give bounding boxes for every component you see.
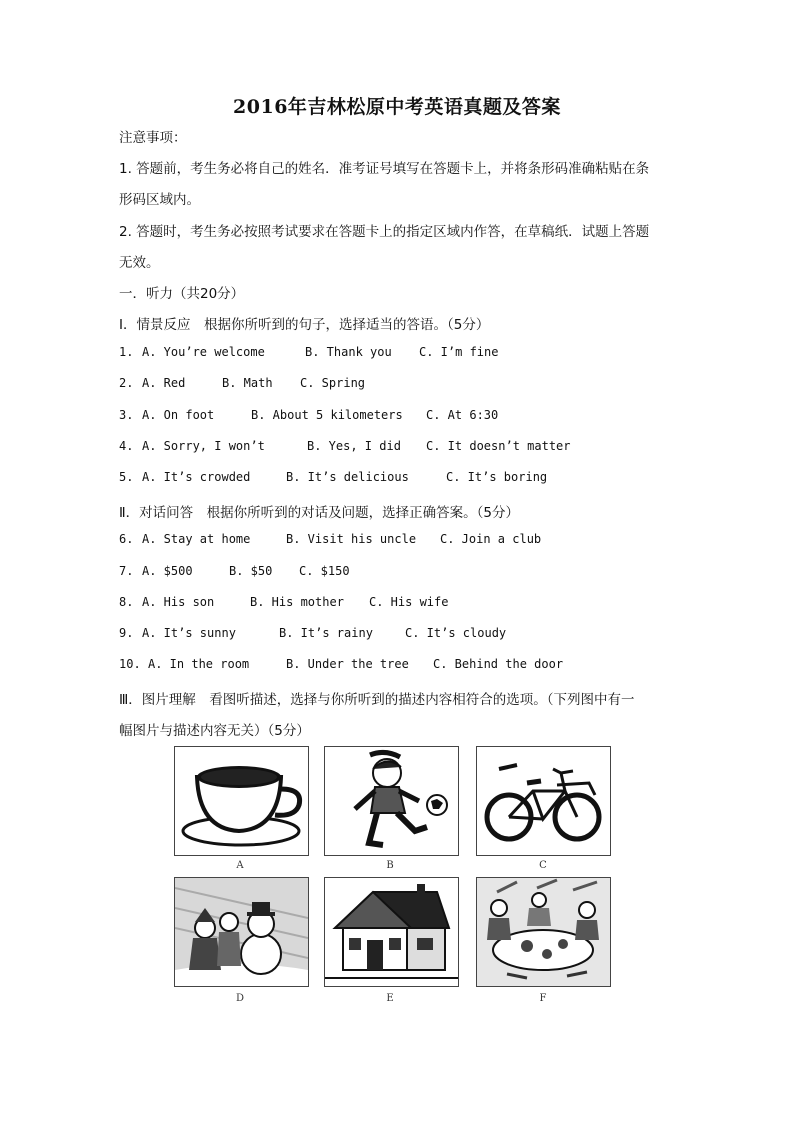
notice-item-1-line-2: 形码区域内。 bbox=[119, 192, 200, 208]
picture-label: D bbox=[235, 993, 245, 1004]
section-listening-heading: 一．听力（共20分） bbox=[119, 286, 245, 302]
picture-label: F bbox=[539, 993, 547, 1004]
option-c: C. Behind the door bbox=[433, 657, 564, 671]
question-row bbox=[119, 345, 499, 359]
picture-label: B bbox=[386, 860, 394, 871]
option-a: A. $500 bbox=[142, 564, 193, 578]
bicycle-icon bbox=[477, 747, 610, 855]
option-b: B. It’s delicious bbox=[286, 470, 409, 484]
question-number: 8. bbox=[119, 595, 134, 609]
option-b: B. About 5 kilometers bbox=[251, 408, 403, 422]
picnic-icon bbox=[477, 878, 610, 986]
question-row bbox=[119, 595, 449, 609]
picture-e bbox=[324, 877, 459, 987]
question-row bbox=[119, 408, 499, 422]
part-1-heading: Ⅰ．情景反应 根据你所听到的句子，选择适当的答语。（5分） bbox=[119, 317, 490, 333]
part-3-heading-line-1: Ⅲ．图片理解 看图听描述，选择与你所听到的描述内容相符合的选项。（下列图中有一 bbox=[119, 692, 635, 708]
option-a: A. It’s crowded bbox=[142, 470, 251, 484]
option-c: C. Spring bbox=[300, 376, 366, 390]
question-number: 2. bbox=[119, 376, 134, 390]
option-b: B. Math bbox=[222, 376, 273, 390]
question-row bbox=[119, 564, 350, 578]
option-b: B. $50 bbox=[229, 564, 273, 578]
picture-label: C bbox=[539, 860, 547, 871]
picture-c bbox=[476, 746, 611, 856]
option-c: C. His wife bbox=[369, 595, 449, 609]
option-c: C. It’s cloudy bbox=[405, 626, 507, 640]
option-b: B. Visit his uncle bbox=[286, 532, 417, 546]
option-a: A. In the room bbox=[148, 657, 250, 671]
question-row bbox=[119, 657, 564, 671]
question-number: 9. bbox=[119, 626, 134, 640]
question-number: 1. bbox=[119, 345, 134, 359]
page-title: 2016年吉林松原中考英语真题及答案 bbox=[233, 96, 561, 118]
option-b: B. Under the tree bbox=[286, 657, 409, 671]
picture-a bbox=[174, 746, 309, 856]
notice-item-1-line-1: 1. 答题前，考生务必将自己的姓名．准考证号填写在答题卡上，并将条形码准确粘贴在条 bbox=[119, 161, 650, 177]
picture-b bbox=[324, 746, 459, 856]
question-number: 4. bbox=[119, 439, 134, 453]
picture-f bbox=[476, 877, 611, 987]
option-c: C. It’s boring bbox=[446, 470, 548, 484]
option-a: A. His son bbox=[142, 595, 215, 609]
picture-label: A bbox=[236, 860, 244, 871]
option-a: A. Red bbox=[142, 376, 186, 390]
notice-heading: 注意事项： bbox=[119, 130, 187, 146]
snowman-icon bbox=[175, 878, 308, 986]
question-number: 7. bbox=[119, 564, 134, 578]
option-c: C. I’m fine bbox=[419, 345, 499, 359]
house-icon bbox=[325, 878, 458, 986]
option-b: B. Yes, I did bbox=[307, 439, 401, 453]
option-b: B. It’s rainy bbox=[279, 626, 373, 640]
question-row bbox=[119, 376, 366, 390]
notice-item-2-line-2: 无效。 bbox=[119, 255, 160, 271]
option-b: B. Thank you bbox=[305, 345, 392, 359]
option-c: C. At 6:30 bbox=[426, 408, 499, 422]
question-row bbox=[119, 626, 507, 640]
picture-label: E bbox=[386, 993, 394, 1004]
option-a: A. It’s sunny bbox=[142, 626, 236, 640]
picture-d bbox=[174, 877, 309, 987]
question-number: 5. bbox=[119, 470, 134, 484]
option-c: C. It doesn’t matter bbox=[426, 439, 571, 453]
question-row bbox=[119, 532, 542, 546]
question-row bbox=[119, 470, 548, 484]
soccer-player-icon bbox=[325, 747, 458, 855]
part-2-heading: Ⅱ．对话问答 根据你所听到的对话及问题，选择正确答案。（5分） bbox=[119, 505, 519, 521]
option-a: A. Sorry, I won’t bbox=[142, 439, 265, 453]
option-b: B. His mother bbox=[250, 595, 344, 609]
option-c: C. $150 bbox=[299, 564, 350, 578]
question-number: 10. bbox=[119, 657, 141, 671]
question-row bbox=[119, 439, 571, 453]
coffee-cup-icon bbox=[175, 747, 308, 855]
option-c: C. Join a club bbox=[440, 532, 542, 546]
option-a: A. On foot bbox=[142, 408, 215, 422]
question-number: 3. bbox=[119, 408, 134, 422]
option-a: A. You’re welcome bbox=[142, 345, 265, 359]
part-3-heading-line-2: 幅图片与描述内容无关）（5分） bbox=[119, 723, 310, 739]
notice-item-2-line-1: 2. 答题时，考生务必按照考试要求在答题卡上的指定区域内作答，在草稿纸．试题上答题 bbox=[119, 224, 650, 240]
option-a: A. Stay at home bbox=[142, 532, 251, 546]
question-number: 6. bbox=[119, 532, 134, 546]
